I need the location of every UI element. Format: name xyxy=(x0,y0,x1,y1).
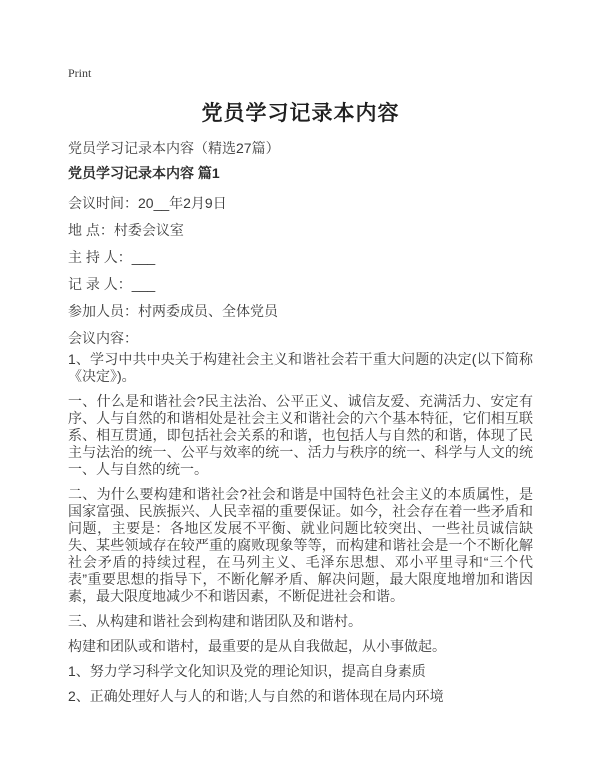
paragraph-item-2: 2、正确处理好人与人的和谐;人与自然的和谐体现在局内环境 xyxy=(68,688,444,704)
meta-recorder: 记 录 人：___ xyxy=(68,276,156,292)
paragraph-from-society-to-village: 三、从构建和谐社会到构建和谐团队及和谐村。 xyxy=(68,613,362,629)
paragraph-what-is-harmony: 一、什么是和谐社会?民主法治、公平正义、诚信友爱、充满活力、安定有序、人与自然的和谐相处是社会主义和谐社会的六个基本特征，它们相互联系、相互贯通，即包括社会关系的和谐，也包括人与自然的和谐，体现了民主与法治的统一、公平与效率的统一、活力与秩序的统一、科学与人文的统一、人与自然的统一。 xyxy=(68,393,533,477)
section-heading-part1: 党员学习记录本内容 篇1 xyxy=(68,165,220,181)
paragraph-start-from-self: 构建和团队或和谐村，最重要的是从自我做起，从小事做起。 xyxy=(68,638,446,654)
paragraph-why-build-harmony: 二、为什么要构建和谐社会?社会和谐是中国特色社会主义的本质属性，是国家富强、民族振兴、人民幸福的重要保证。如今，社会存在着一些矛盾和问题，主要是：各地区发展不平衡、就业问题比较突出、一些社员诚信缺失、某些领域存在较严重的腐败现象等等，而构建和谐社会是一个不断化解社会矛盾的持续过程，在马列主义、毛泽东思想、邓小平里寻和“三个代表”重要思想的指导下，不断化解矛盾、解决问题，最大限度地增加和谐因素，最大限度地减少不和谐因素，不断促进社会和谐。 xyxy=(68,486,533,604)
meta-content-label: 会议内容： xyxy=(68,330,138,346)
meta-participants: 参加人员：村两委成员、全体党员 xyxy=(68,303,278,319)
document-title: 党员学习记录本内容 xyxy=(201,102,400,125)
paragraph-item-1: 1、努力学习科学文化知识及党的理论知识，提高自身素质 xyxy=(68,663,426,679)
print-link[interactable]: Print xyxy=(68,66,92,80)
document-body xyxy=(68,351,533,705)
paragraph-study-decision: 1、学习中共中央关于构建社会主义和谐社会若干重大问题的决定(以下简称《决定》)。 xyxy=(68,351,533,384)
meta-location: 地 点：村委会议室 xyxy=(68,222,184,238)
meta-host: 主 持 人：___ xyxy=(68,249,156,265)
document-subtitle: 党员学习记录本内容（精选27篇） xyxy=(68,140,280,156)
meta-meeting-time: 会议时间：20__年2月9日 xyxy=(68,195,227,211)
meeting-meta xyxy=(68,195,533,346)
